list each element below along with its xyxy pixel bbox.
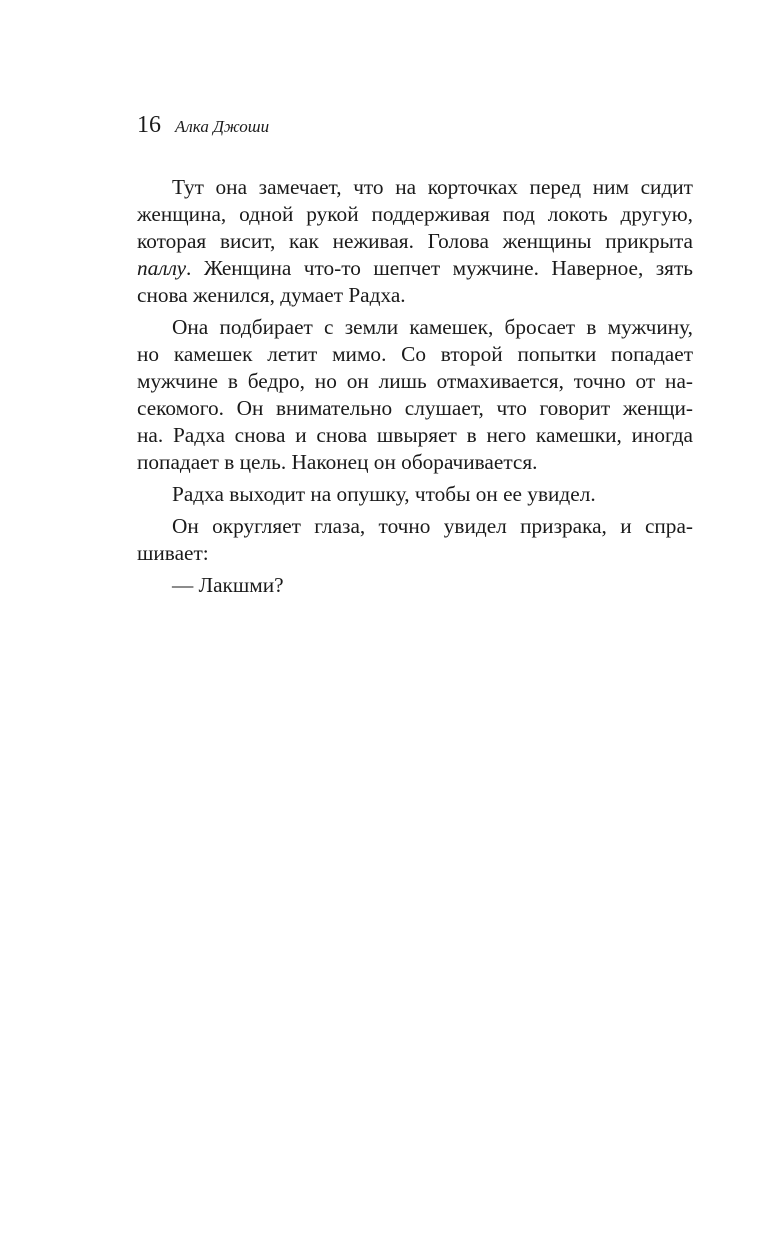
text-line: попадает в цель. Наконец он оборачивается. xyxy=(137,450,538,474)
text-line: Он округляет глаза, точно увидел призрака, и спра- xyxy=(172,514,693,538)
paragraph-2 xyxy=(137,314,693,476)
body-text xyxy=(137,174,693,599)
text-fragment: . Женщина что-то шепчет мужчине. Наверное, зять xyxy=(186,256,693,280)
running-head xyxy=(137,112,693,156)
text-line: Радха выходит на опушку, чтобы он ее увидел. xyxy=(172,482,596,506)
text-line: Она подбирает с земли камешек, бросает в мужчину, xyxy=(172,315,693,339)
text-line: снова женился, думает Радха. xyxy=(137,283,406,307)
italic-term: паллу xyxy=(137,256,187,280)
book-page xyxy=(137,112,693,604)
paragraph-1 xyxy=(137,174,693,309)
text-line: Тут она замечает, что на корточках перед ним сидит xyxy=(172,175,693,199)
text-line-with-italic xyxy=(137,255,693,282)
paragraph-5-dialogue xyxy=(137,572,693,599)
text-line: секомого. Он внимательно слушает, что говорит женщи- xyxy=(137,396,693,420)
running-title: Алка Джоши xyxy=(175,117,270,136)
text-line: которая висит, как неживая. Голова женщины прикрыта xyxy=(137,229,693,253)
text-line: — Лакшми? xyxy=(172,573,284,597)
paragraph-3 xyxy=(137,481,693,508)
paragraph-4 xyxy=(137,513,693,567)
text-line: шивает: xyxy=(137,541,209,565)
text-line: мужчине в бедро, но он лишь отмахивается, точно от на- xyxy=(137,369,693,393)
text-line: но камешек летит мимо. Со второй попытки попадает xyxy=(137,342,693,366)
text-line: на. Радха снова и снова швыряет в него камешки, иногда xyxy=(137,423,693,447)
page-number: 16 xyxy=(137,112,161,138)
text-line: женщина, одной рукой поддерживая под локоть другую, xyxy=(137,202,693,226)
